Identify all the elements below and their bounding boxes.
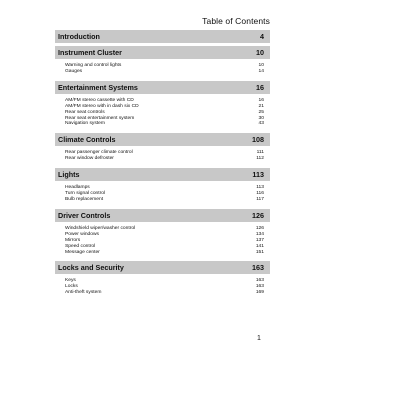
entry-label: Bulb replacement [65,196,104,202]
section-header[interactable] [55,168,270,181]
entry-page: 137 [255,237,264,243]
entry-label: AM/FM stereo cassette with CD [65,97,134,103]
section-title: Lights [58,170,80,180]
toc-section-introduction [55,30,270,43]
toc-section-climate-controls [55,133,270,165]
entry-page: 141 [255,243,264,249]
entry-label: Rear seat entertainment system [65,115,135,121]
section-page: 16 [256,82,264,92]
entry-page: 112 [256,156,264,162]
section-header[interactable] [55,133,270,146]
section-page: 108 [252,135,264,145]
entry-page: 113 [256,185,264,191]
toc-entry[interactable] [65,121,264,127]
section-items [55,181,270,206]
toc-section-instrument-cluster [55,46,270,78]
section-title: Instrument Cluster [58,48,122,57]
section-page: 10 [256,48,264,57]
entry-label: Anti-theft system [65,290,102,296]
section-items [55,59,270,78]
section-header[interactable] [55,30,270,43]
toc-section-locks-and-security [55,261,270,299]
entry-page: 21 [258,103,264,109]
page-number: 1 [257,335,261,342]
entry-label: Navigation system [65,121,105,127]
section-page: 4 [260,32,264,41]
section-header[interactable] [55,261,270,274]
section-page: 126 [252,210,264,220]
section-items [55,274,270,299]
toc-section-entertainment-systems [55,81,270,131]
entry-label: Headlamps [65,185,90,191]
entry-page: 16 [258,97,264,103]
toc-entry[interactable] [65,290,264,296]
section-title: Introduction [58,32,100,41]
section-page: 163 [252,263,264,273]
toc-section-driver-controls [55,209,270,259]
entry-label: Message center [65,249,100,255]
section-items [55,222,270,259]
entry-page: 151 [255,249,264,255]
entry-label: Power windows [65,231,99,237]
entry-page: 169 [255,290,264,296]
section-page: 113 [252,170,264,180]
entry-page: 163 [255,284,264,290]
toc-list [55,30,270,302]
section-title: Climate Controls [58,135,116,145]
entry-label: Gauges [65,68,83,74]
entry-page: 10 [258,63,264,68]
toc-entry[interactable] [65,156,264,162]
entry-label: Turn signal control [65,191,106,197]
entry-label: Keys [65,278,76,284]
entry-label: Speed control [65,243,96,249]
entry-page: 126 [255,225,264,231]
section-header[interactable] [55,81,270,94]
entry-page: 117 [256,196,264,202]
entry-page: 43 [258,121,264,127]
entry-label: Locks [65,284,78,290]
section-header[interactable] [55,46,270,59]
section-header[interactable] [55,209,270,222]
entry-page: 14 [258,68,264,74]
entry-label: Rear window defroster [65,156,114,162]
entry-label: Windshield wiper/washer control [65,225,136,231]
section-items [55,94,270,131]
entry-label: Rear passenger climate control [65,150,133,156]
entry-label: Mirrors [65,237,81,243]
entry-label: Rear seat controls [65,109,105,115]
toc-entry[interactable] [65,250,264,256]
entry-page: 163 [255,278,264,284]
section-title: Locks and Security [58,263,124,273]
section-title: Entertainment Systems [58,82,138,92]
section-items [55,146,270,165]
toc-entry[interactable] [65,197,264,203]
entry-page: 30 [258,115,264,121]
toc-page [55,0,270,400]
entry-page: 116 [256,191,264,197]
entry-page: 25 [258,109,264,115]
page-title: Table of Contents [202,16,270,26]
entry-page: 111 [256,150,264,156]
toc-section-lights [55,168,270,206]
entry-page: 134 [255,231,264,237]
entry-label: Warning and control lights [65,63,122,68]
section-title: Driver Controls [58,210,111,220]
toc-entry[interactable] [65,69,264,75]
entry-label: AM/FM stereo with in dash six CD [65,103,139,109]
